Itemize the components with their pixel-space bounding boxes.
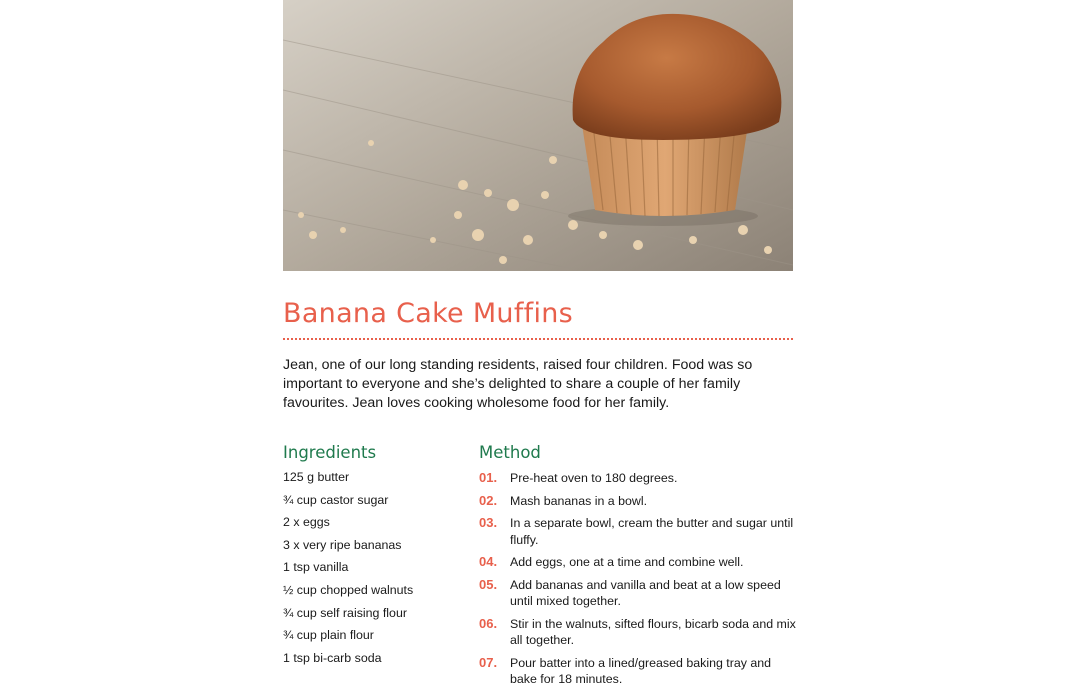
- ingredient-item: 125 g butter: [283, 470, 350, 484]
- step-text: Pour batter into a lined/greased baking tray and bake for 18 minutes.: [510, 655, 772, 686]
- step-text: Stir in the walnuts, sifted flours, bicarb soda and mix all together.: [510, 616, 796, 647]
- step-number: 03.: [479, 515, 498, 530]
- method-section: [479, 443, 799, 694]
- method-step: [479, 515, 799, 548]
- step-text: Pre-heat oven to 180 degrees.: [510, 471, 678, 485]
- step-text: Add eggs, one at a time and combine well.: [510, 555, 744, 569]
- ingredients-list: [283, 470, 463, 673]
- recipe-intro: Jean, one of our long standing residents, raised four children. Food was so important to everyone and she’s delighted to share a couple of her family favourites. Jean loves cooking wholesome food for her family.: [283, 357, 753, 411]
- ingredient-item: ½ cup chopped walnuts: [283, 582, 414, 597]
- muffin-photo: [283, 0, 793, 271]
- title-divider: [283, 338, 793, 340]
- method-step: [479, 493, 799, 510]
- ingredient-item: 1 tsp vanilla: [283, 560, 349, 575]
- ingredient-item: ¾ cup self raising flour: [283, 605, 407, 620]
- step-number: 07.: [479, 654, 498, 670]
- ingredient-item: ¾ cup castor sugar: [283, 492, 389, 507]
- method-step: [479, 577, 799, 610]
- step-number: 04.: [479, 554, 498, 569]
- step-number: 02.: [479, 492, 498, 508]
- step-number: 01.: [479, 470, 498, 485]
- ingredient-item: ¾ cup plain flour: [283, 628, 374, 643]
- step-number: 06.: [479, 615, 498, 631]
- method-step: [479, 470, 799, 487]
- step-text: In a separate bowl, cream the butter and sugar until fluffy.: [510, 516, 794, 547]
- method-heading: Method: [479, 443, 541, 462]
- method-step: [479, 616, 799, 649]
- step-number: 05.: [479, 576, 498, 592]
- method-step: [479, 655, 799, 688]
- ingredient-item: 1 tsp bi-carb soda: [283, 650, 382, 665]
- method-step: [479, 554, 799, 571]
- method-steps: [479, 470, 799, 688]
- ingredient-item: 2 x eggs: [283, 515, 330, 530]
- ingredients-section: [283, 443, 463, 673]
- ingredients-heading: Ingredients: [283, 443, 377, 462]
- recipe-title: Banana Cake Muffins: [283, 298, 574, 329]
- step-text: Add bananas and vanilla and beat at a low speed until mixed together.: [510, 577, 781, 608]
- step-text: Mash bananas in a bowl.: [510, 493, 648, 508]
- ingredient-item: 3 x very ripe bananas: [283, 537, 402, 552]
